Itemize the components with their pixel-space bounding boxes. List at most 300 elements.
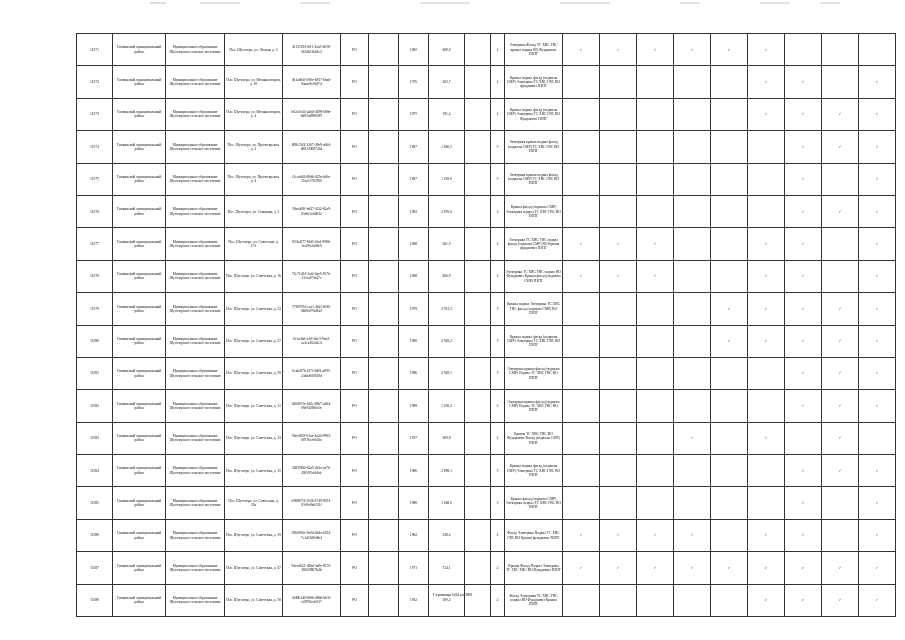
work-check-cell [785, 34, 822, 66]
work-check-cell [674, 519, 711, 551]
building-code-cell: 4f49b1d0-8e8b-48b6-b63f-e2870fe4c037 [283, 584, 341, 616]
address-cell: Пос. Шугозеро, ул. Пролетарская, д. 4 [225, 163, 283, 195]
checkmark-icon: ✓ [653, 274, 657, 279]
empty-cell [465, 584, 491, 616]
work-check-cell [748, 163, 785, 195]
empty-cell [465, 519, 491, 551]
work-check-cell [674, 455, 711, 487]
checkmark-icon: ✓ [690, 436, 694, 441]
work-check-cell [674, 390, 711, 422]
row-number: 11573 [77, 98, 113, 130]
table-row [77, 325, 896, 357]
area-cell: 2 870,0 [429, 195, 465, 227]
work-check-cell [674, 98, 711, 130]
empty-cell [369, 163, 399, 195]
address-cell: Пос. Шугозеро, ул. Советская, д. 35 [225, 455, 283, 487]
work-check-cell [600, 357, 637, 389]
empty-cell [369, 98, 399, 130]
work-check-cell [748, 390, 785, 422]
table-row [77, 357, 896, 389]
floors-cell: 3 [491, 487, 505, 519]
work-check-cell [711, 66, 748, 98]
work-check-cell [748, 260, 785, 292]
area-cell: 2 928,1 [429, 357, 465, 389]
work-check-cell [674, 163, 711, 195]
work-check-cell [600, 584, 637, 616]
works-list-cell: Электрика крыша подвал фасад (подвалы СМР) ТС ХВС ГВС ВО ПЗПГ [505, 131, 563, 163]
work-check-cell [711, 293, 748, 325]
checkmark-icon: ✓ [838, 371, 842, 376]
address-cell: Пос. Шугозеро, ул. Советская, д. 47 [225, 552, 283, 584]
work-check-cell [859, 131, 896, 163]
row-number: 11581 [77, 357, 113, 389]
work-check-cell [785, 487, 822, 519]
checkmark-icon: ✓ [579, 47, 583, 52]
empty-cell [369, 390, 399, 422]
floors-cell: 2 [491, 98, 505, 130]
checkmark-icon: ✓ [875, 306, 879, 311]
empty-cell [369, 195, 399, 227]
work-check-cell [674, 131, 711, 163]
owner-cell: Муниципальное образование Шугозерское сельское поселение [166, 357, 225, 389]
work-check-cell [822, 357, 859, 389]
empty-cell [369, 228, 399, 260]
year-cell: 1989 [399, 390, 429, 422]
ro-cell: РО [341, 260, 369, 292]
owner-cell: Муниципальное образование Шугозерское сельское поселение [166, 487, 225, 519]
work-check-cell [563, 357, 600, 389]
empty-cell [369, 66, 399, 98]
district-cell: Тихвинский муниципальный район [113, 228, 166, 260]
district-cell: Тихвинский муниципальный район [113, 487, 166, 519]
year-cell: 1986 [399, 455, 429, 487]
address-cell: Пос. Шугозеро, ул. Лесная, д. 4 [225, 34, 283, 66]
empty-cell [369, 519, 399, 551]
checkmark-icon: ✓ [616, 47, 620, 52]
work-check-cell [637, 34, 674, 66]
district-cell: Тихвинский муниципальный район [113, 260, 166, 292]
checkmark-icon: ✓ [727, 47, 731, 52]
ro-cell: РО [341, 487, 369, 519]
work-check-cell [785, 552, 822, 584]
floors-cell: 2 [491, 552, 505, 584]
checkmark-icon: ✓ [653, 241, 657, 246]
building-code-cell: 41131183-6ff1-42a5-b058-4f2db31b64c2 [283, 34, 341, 66]
checkmark-icon: ✓ [875, 565, 879, 570]
work-check-cell [637, 293, 674, 325]
year-cell: 1965 [399, 34, 429, 66]
ro-cell: РО [341, 519, 369, 551]
work-check-cell [600, 228, 637, 260]
work-check-cell [674, 357, 711, 389]
area-cell: 1 450,2 [429, 390, 465, 422]
work-check-cell [748, 293, 785, 325]
floors-cell: 5 [491, 325, 505, 357]
empty-cell [369, 325, 399, 357]
row-number: 11579 [77, 293, 113, 325]
checkmark-icon: ✓ [764, 339, 768, 344]
checkmark-icon: ✓ [579, 533, 583, 538]
owner-cell: Муниципальное образование Шугозерское сельское поселение [166, 519, 225, 551]
work-check-cell [822, 195, 859, 227]
ro-cell: РО [341, 325, 369, 357]
owner-cell: Муниципальное образование Шугозерское сельское поселение [166, 584, 225, 616]
work-check-cell [711, 98, 748, 130]
ro-cell: РО [341, 390, 369, 422]
checkmark-icon: ✓ [801, 598, 805, 603]
empty-cell [465, 422, 491, 454]
checkmark-icon: ✓ [690, 47, 694, 52]
checkmark-icon: ✓ [838, 112, 842, 117]
work-check-cell [748, 98, 785, 130]
checkmark-icon: ✓ [616, 533, 620, 538]
area-cell: 203,7 [429, 66, 465, 98]
work-check-cell [822, 228, 859, 260]
work-check-cell [563, 131, 600, 163]
works-list-cell: Электрика крыша фасад (подвалы СМР) Подвал ТС ХВС ГВС ВО ПЗПГ [505, 390, 563, 422]
checkmark-icon: ✓ [875, 79, 879, 84]
works-list-cell: Электрика ТС ХВС ГВС подвал фасад (подвалы СМР) ВО Крыша фундамент ПЗПГ [505, 228, 563, 260]
work-check-cell [711, 195, 748, 227]
checkmark-icon: ✓ [616, 565, 620, 570]
checkmark-icon: ✓ [801, 177, 805, 182]
work-check-cell [600, 163, 637, 195]
floors-cell: 2 [491, 66, 505, 98]
checkmark-icon: ✓ [653, 565, 657, 570]
building-code-cell: f2cca646-69db-425e-bf6a-25ca1576299f [283, 163, 341, 195]
checkmark-icon: ✓ [764, 47, 768, 52]
checkmark-icon: ✓ [801, 501, 805, 506]
work-check-cell [637, 228, 674, 260]
checkmark-icon: ✓ [801, 403, 805, 408]
work-check-cell [711, 390, 748, 422]
year-cell: 1968 [399, 228, 429, 260]
row-number: 11586 [77, 519, 113, 551]
checkmark-icon: ✓ [764, 306, 768, 311]
work-check-cell [785, 390, 822, 422]
checkmark-icon: ✓ [875, 274, 879, 279]
checkmark-icon: ✓ [838, 565, 842, 570]
work-check-cell [674, 325, 711, 357]
owner-cell: Муниципальное образование Шугозерское сельское поселение [166, 34, 225, 66]
work-check-cell [600, 519, 637, 551]
work-check-cell [822, 66, 859, 98]
work-check-cell [600, 34, 637, 66]
scan-artifact-marks [0, 0, 905, 14]
empty-cell [465, 357, 491, 389]
work-check-cell [711, 163, 748, 195]
work-check-cell [822, 34, 859, 66]
address-cell: Пос. Шугозеро, ул. Механизаторов, д. 18 [225, 66, 283, 98]
checkmark-icon: ✓ [875, 533, 879, 538]
work-check-cell [859, 390, 896, 422]
address-cell: Пос. Шугозеро, ул. Советская, д. 23 [225, 293, 283, 325]
ro-cell: РО [341, 131, 369, 163]
building-code-cell: 440d67fe-2d0c-48b7-ad64-09a932606c0c [283, 390, 341, 422]
works-list-cell: Крыша фасад (подвалы СМР) Электрика подвал ТС ХВС ГВС ВО ПЗПГ [505, 195, 563, 227]
work-check-cell [674, 228, 711, 260]
work-check-cell [859, 228, 896, 260]
floors-cell: 3 [491, 390, 505, 422]
year-cell: 1987 [399, 131, 429, 163]
checkmark-icon: ✓ [616, 241, 620, 246]
empty-cell [465, 487, 491, 519]
floors-cell: 2 [491, 260, 505, 292]
row-number: 11578 [77, 260, 113, 292]
work-check-cell [600, 195, 637, 227]
address-cell: Пос. Шугозеро, ул. Советская, д. 31 [225, 390, 283, 422]
area-cell: 309,2 [429, 584, 465, 616]
checkmark-icon: ✓ [801, 306, 805, 311]
checkmark-icon: ✓ [801, 144, 805, 149]
work-check-cell [859, 293, 896, 325]
owner-cell: Муниципальное образование Шугозерское сельское поселение [166, 66, 225, 98]
area-cell: 2 928,2 [429, 325, 465, 357]
work-check-cell [785, 455, 822, 487]
works-list-cell: Электрика Фасад ТС ХВС ГВС крыша подвал ВО Фундамент ПЗПГ [505, 34, 563, 66]
owner-cell: Муниципальное образование Шугозерское сельское поселение [166, 455, 225, 487]
work-check-cell [785, 293, 822, 325]
year-cell: 1975 [399, 98, 429, 130]
floors-cell: 3 [491, 195, 505, 227]
works-list-cell: Электрика крыша фасад (подвалы СМР) Подвал ТС ХВС ГВС ВО ПЗПГ [505, 357, 563, 389]
work-check-cell [748, 422, 785, 454]
checkmark-icon: ✓ [838, 144, 842, 149]
work-check-cell [785, 195, 822, 227]
work-check-cell [711, 34, 748, 66]
work-check-cell [563, 293, 600, 325]
work-check-cell [748, 519, 785, 551]
ro-cell: РО [341, 66, 369, 98]
work-check-cell [711, 455, 748, 487]
table-row [77, 552, 896, 584]
district-cell: Тихвинский муниципальный район [113, 390, 166, 422]
address-cell: Пос. Шугозеро, ул. Советская, д. 33 [225, 422, 283, 454]
floors-cell: 5 [491, 357, 505, 389]
work-check-cell [822, 325, 859, 357]
work-check-cell [563, 422, 600, 454]
building-code-cell: 39b09f3e-3b0d-4b4a-b552-7c1d23d0d8e4 [283, 519, 341, 551]
work-check-cell [674, 293, 711, 325]
checkmark-icon: ✓ [579, 274, 583, 279]
district-cell: Тихвинский муниципальный район [113, 34, 166, 66]
works-list-cell: Фасад Электрика Подвал ТС ХВС ГВС ВО Крыша фундамент ПЗПГ [505, 519, 563, 551]
owner-cell: Муниципальное образование Шугозерское сельское поселение [166, 131, 225, 163]
work-check-cell [711, 487, 748, 519]
table-row [77, 34, 896, 66]
work-check-cell [822, 487, 859, 519]
checkmark-icon: ✓ [801, 533, 805, 538]
table-row [77, 584, 896, 616]
work-check-cell [674, 422, 711, 454]
row-number: 11584 [77, 455, 113, 487]
area-cell: 1 439,0 [429, 163, 465, 195]
row-number: 11575 [77, 163, 113, 195]
empty-cell [465, 228, 491, 260]
area-cell: 724,1 [429, 552, 465, 584]
checkmark-icon: ✓ [764, 112, 768, 117]
checkmark-icon: ✓ [838, 403, 842, 408]
work-check-cell [711, 131, 748, 163]
ro-cell: РО [341, 228, 369, 260]
work-check-cell [637, 195, 674, 227]
work-check-cell [711, 584, 748, 616]
work-check-cell [600, 455, 637, 487]
empty-cell [465, 455, 491, 487]
owner-cell: Муниципальное образование Шугозерское сельское поселение [166, 552, 225, 584]
empty-cell [465, 260, 491, 292]
work-check-cell [822, 422, 859, 454]
district-cell: Тихвинский муниципальный район [113, 325, 166, 357]
empty-cell [369, 293, 399, 325]
work-check-cell [637, 260, 674, 292]
district-cell: Тихвинский муниципальный район [113, 357, 166, 389]
table-row [77, 131, 896, 163]
year-cell: 1979 [399, 293, 429, 325]
work-check-cell [563, 163, 600, 195]
work-check-cell [748, 131, 785, 163]
work-check-cell [637, 552, 674, 584]
row-number: 11577 [77, 228, 113, 260]
checkmark-icon: ✓ [801, 274, 805, 279]
building-code-cell: 57807f54-cca1-4b2f-b0f6-0460a97dd623 [283, 293, 341, 325]
table-row [77, 390, 896, 422]
work-check-cell [711, 422, 748, 454]
work-check-cell [674, 66, 711, 98]
work-check-cell [785, 325, 822, 357]
works-list-cell: Крыша подвал фасад (подвалы СМР) Электрика ТС ХВС ГВС ВО фундамент ПЗПГ [505, 66, 563, 98]
checkmark-icon: ✓ [875, 468, 879, 473]
checkmark-icon: ✓ [838, 468, 842, 473]
work-check-cell [785, 163, 822, 195]
checkmark-icon: ✓ [875, 339, 879, 344]
checkmark-icon: ✓ [727, 306, 731, 311]
year-cell: 1968 [399, 260, 429, 292]
works-list-cell: Крыша подвал фасад (подвалы СМР) Электрика ТС ХВС ГВС ВО Фундамент ПЗПГ [505, 98, 563, 130]
work-check-cell [637, 131, 674, 163]
checkmark-icon: ✓ [838, 339, 842, 344]
year-cell: 1986 [399, 357, 429, 389]
checkmark-icon: ✓ [801, 468, 805, 473]
district-cell: Тихвинский муниципальный район [113, 66, 166, 98]
work-check-cell [822, 584, 859, 616]
district-cell: Тихвинский муниципальный район [113, 293, 166, 325]
year-cell: 1971 [399, 552, 429, 584]
empty-cell [369, 34, 399, 66]
work-check-cell [637, 487, 674, 519]
work-check-cell [748, 195, 785, 227]
ro-cell: РО [341, 552, 369, 584]
empty-cell [465, 163, 491, 195]
work-check-cell [637, 455, 674, 487]
district-cell: Тихвинский муниципальный район [113, 519, 166, 551]
work-check-cell [748, 66, 785, 98]
work-check-cell [711, 325, 748, 357]
row-number: 11576 [77, 195, 113, 227]
row-number: 11582 [77, 390, 113, 422]
checkmark-icon: ✓ [875, 144, 879, 149]
ro-cell: РО [341, 293, 369, 325]
work-check-cell [822, 519, 859, 551]
empty-cell [369, 584, 399, 616]
area-cell: 1 468,0 [429, 487, 465, 519]
year-cell: 1987 [399, 163, 429, 195]
work-check-cell [785, 66, 822, 98]
work-check-cell [859, 584, 896, 616]
empty-cell [369, 487, 399, 519]
work-check-cell [637, 163, 674, 195]
floors-cell: 2 [491, 584, 505, 616]
empty-cell [369, 422, 399, 454]
table-row [77, 163, 896, 195]
work-check-cell [674, 260, 711, 292]
checkmark-icon: ✓ [579, 565, 583, 570]
empty-cell [465, 195, 491, 227]
row-number: 11571 [77, 34, 113, 66]
owner-cell: Муниципальное образование Шугозерское сельское поселение [166, 390, 225, 422]
ro-cell: РО [341, 34, 369, 66]
work-check-cell [711, 519, 748, 551]
work-check-cell [748, 455, 785, 487]
register-table-body [77, 34, 896, 617]
work-check-cell [600, 260, 637, 292]
work-check-cell [563, 34, 600, 66]
address-cell: Пос. Шугозеро, ул. Пролетарская, д. 2 [225, 131, 283, 163]
register-table-sheet [76, 33, 879, 617]
checkmark-icon: ✓ [875, 403, 879, 408]
work-check-cell [859, 163, 896, 195]
checkmark-icon: ✓ [875, 371, 879, 376]
work-check-cell [563, 455, 600, 487]
checkmark-icon: ✓ [875, 598, 879, 603]
checkmark-icon: ✓ [764, 241, 768, 246]
year-cell: 1992 [399, 195, 429, 227]
owner-cell: Муниципальное образование Шугозерское сельское поселение [166, 98, 225, 130]
owner-cell: Муниципальное образование Шугозерское сельское поселение [166, 422, 225, 454]
row-number: 11587 [77, 552, 113, 584]
work-check-cell [600, 422, 637, 454]
checkmark-icon: ✓ [801, 112, 805, 117]
work-check-cell [600, 487, 637, 519]
table-row [77, 195, 896, 227]
floors-cell: 3 [491, 293, 505, 325]
works-list-cell: Крыша Фасад Подвал Электрика ТС ГВС ХВС ВО Фундамент ПЗПГ [505, 552, 563, 584]
table-row [77, 98, 896, 130]
work-check-cell [859, 455, 896, 487]
checkmark-icon: ✓ [875, 209, 879, 214]
floors-cell: 2 [491, 34, 505, 66]
work-check-cell [711, 552, 748, 584]
year-cell: 1980 [399, 325, 429, 357]
table-row [77, 422, 896, 454]
ro-cell: РО [341, 422, 369, 454]
work-check-cell [563, 487, 600, 519]
owner-cell: Муниципальное образование Шугозерское сельское поселение [166, 293, 225, 325]
empty-cell [465, 552, 491, 584]
year-cell: 1962 [399, 519, 429, 551]
address-cell: Пос. Шугозеро, ул. Советская, д. 50 [225, 584, 283, 616]
work-check-cell [785, 131, 822, 163]
address-cell: Пос. Шугозеро, ул. Советская, д. 27 [225, 325, 283, 357]
owner-cell: Муниципальное образование Шугозерское сельское поселение [166, 260, 225, 292]
checkmark-icon: ✓ [690, 565, 694, 570]
district-cell: Тихвинский муниципальный район [113, 98, 166, 130]
work-check-cell [711, 357, 748, 389]
checkmark-icon: ✓ [579, 241, 583, 246]
address-cell: Пос. Шугозеро, ул. Советская, д. 39 [225, 519, 283, 551]
work-check-cell [748, 487, 785, 519]
checkmark-icon: ✓ [875, 112, 879, 117]
